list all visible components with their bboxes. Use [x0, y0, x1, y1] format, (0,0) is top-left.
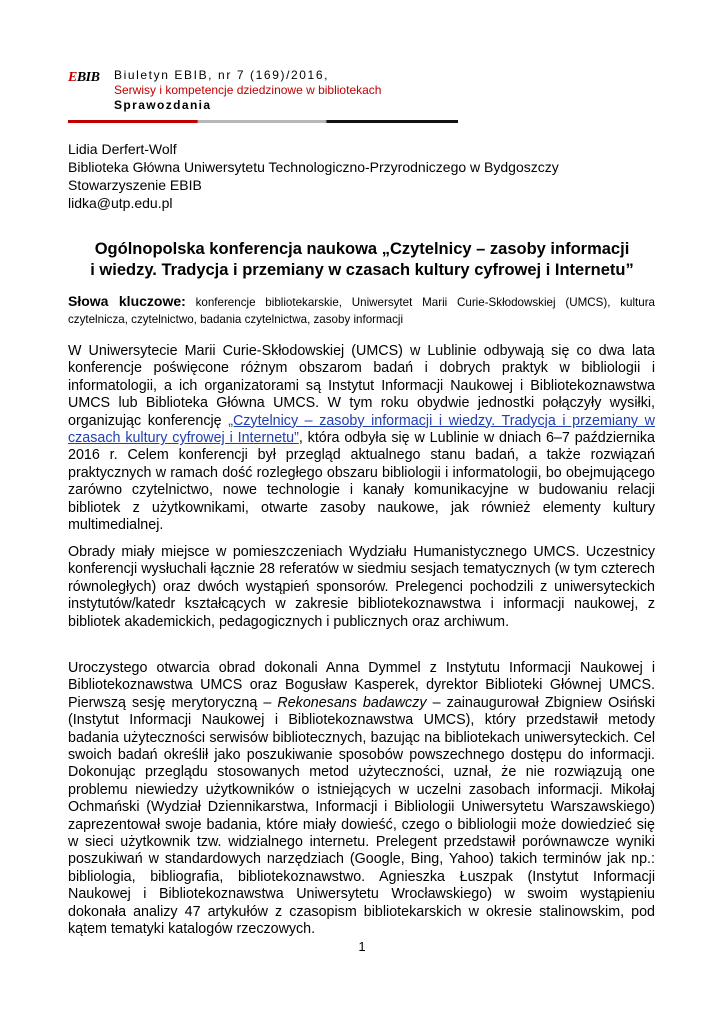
section-label: Sprawozdania	[114, 98, 212, 112]
article-title	[60, 239, 664, 281]
paragraph-1: W Uniwersytecie Marii Curie-Skłodowskiej (UMCS) w Lublinie odbywają się co dwa lata konferencje poświęcone różnym obszarom badań i dobrych praktyk w bibliologii i informatologii, a ich organizatorami są Instytut Informacji Naukowej i Bibliotekoznawstwa UMCS lub Biblioteka Główna UMCS. W tym roku obydwie jednostki połączyły wysiłki, organizując konferencję „Czytelnicy – zasoby informacji i wiedzy. Tradycja i przemiany w czasach kultury cyfrowej i Internetu”, która odbyła się w Lublinie w dniach 6–7 października 2016 r. Celem konferencji był przegląd aktualnego stanu badań, a także rozwiązań praktycznych w ramach dość rozległego obszaru bibliologii i informatologii, bo obejmującego zarówno czytelnictwo, nowe technologie i kanały komunikacyjne w budowaniu relacji bibliotek z użytkownikami, otwarte zasoby naukowe, jak również elementy kultury multimedialnej.	[68, 343, 655, 534]
session-title: Rekonesans badawczy	[277, 694, 427, 711]
conference-link[interactable]: „Czytelnicy – zasoby informacji i wiedzy. Tradycja i przemiany w czasach kultury cyfrowej i Internetu”	[68, 412, 655, 447]
paragraph-2: Obrady miały miejsce w pomieszczeniach Wydziału Humanistycznego UMCS. Uczestnicy konferencji wysłuchali łącznie 28 referatów w siedmiu sesjach tematycznych (w tym czterech równoległych) oraz dwóch wystąpień sponsorów. Prelegenci pochodzili z uniwersyteckich instytutów/katedr kształcących w zakresie bibliotekoznawstwa i informacji naukowej, z bibliotek akademickich, pedagogicznych i publicznych oraz archiwum.	[68, 544, 655, 630]
page-number: 1	[358, 939, 366, 954]
author-email[interactable]: lidka@utp.edu.pl	[68, 195, 173, 211]
author-organization: Stowarzyszenie EBIB	[68, 177, 202, 193]
header-text	[114, 68, 381, 113]
journal-title: Biuletyn EBIB, nr 7 (169)/2016,	[114, 68, 330, 82]
title-line-2: i wiedzy. Tradycja i przemiany w czasach kultury cyfrowej i Internetu”	[90, 261, 634, 279]
paragraph-3: Uroczystego otwarcia obrad dokonali Anna Dymmel z Instytutu Informacji Naukowej i Bibliotekoznawstwa UMCS oraz Bogusław Kasperek, dyrektor Biblioteki Głównej UMCS. Pierwszą sesję merytoryczną – Rekonesans badawczy – zainaugurował Zbigniew Osiński (Instytut Informacji Naukowej i Bibliotekoznawstwa UMCS), który przedstawił metody badania użyteczności serwisów bibliotecznych, bazując na bibliotekach uniwersyteckich. Cel swoich badań określił jako poszukiwanie sposobów powszechnego dostępu do informacji. Dokonując przeglądu stosowanych metod użyteczności, uznał, że nie rozwiązują one problemu niewiedzy użytkowników o istniejących w uczelni zasobach informacji. Mikołaj Ochmański (Wydział Dziennikarstwa, Informacji i Bibliologii Uniwersytetu Warszawskiego) zaprezentował swoje badania, które miały dowieść, czego o bibliologii może dowiedzieć się w sieci użytkownik tzw. widzialnego internetu. Prelegent przedstawił porównawcze wyniki poszukiwań w standardowych narzędziach (Google, Bing, Yahoo) takich terminów jak np.: bibliologia, bibliografia, bibliotekoznawstwo. Agnieszka Łuszpak (Instytut Informacji Naukowej i Bibliotekoznawstwa Uniwersytetu Wrocławskiego) w swoim wystąpieniu dokonała analizy 47 artykułów z czasopism bibliotekarskich w okresie stalinowskim, pod kątem tematyki katalogów rzeczowych.	[68, 660, 656, 938]
author-name: Lidia Derfert-Wolf	[68, 141, 177, 157]
title-line-1: Ogólnopolska konferencja naukowa „Czytelnicy – zasoby informacji	[94, 240, 630, 258]
author-block	[68, 140, 559, 212]
header-divider	[68, 120, 458, 123]
issue-topic: Serwisy i kompetencje dziedzinowe w bibliotekach	[114, 83, 382, 97]
author-affiliation: Biblioteka Główna Uniwersytetu Technologiczno-Przyrodniczego w Bydgoszczy	[68, 159, 559, 175]
keywords-label: Słowa kluczowe:	[68, 293, 186, 309]
ebib-logo: EBIB	[68, 70, 100, 85]
keywords-text: konferencje bibliotekarskie, Uniwersytet Marii Curie-Skłodowskiej (UMCS), kultura czytelnicza, czytelnictwo, badania czytelnictwa, zasoby informacji	[68, 296, 656, 326]
keywords	[68, 293, 655, 328]
